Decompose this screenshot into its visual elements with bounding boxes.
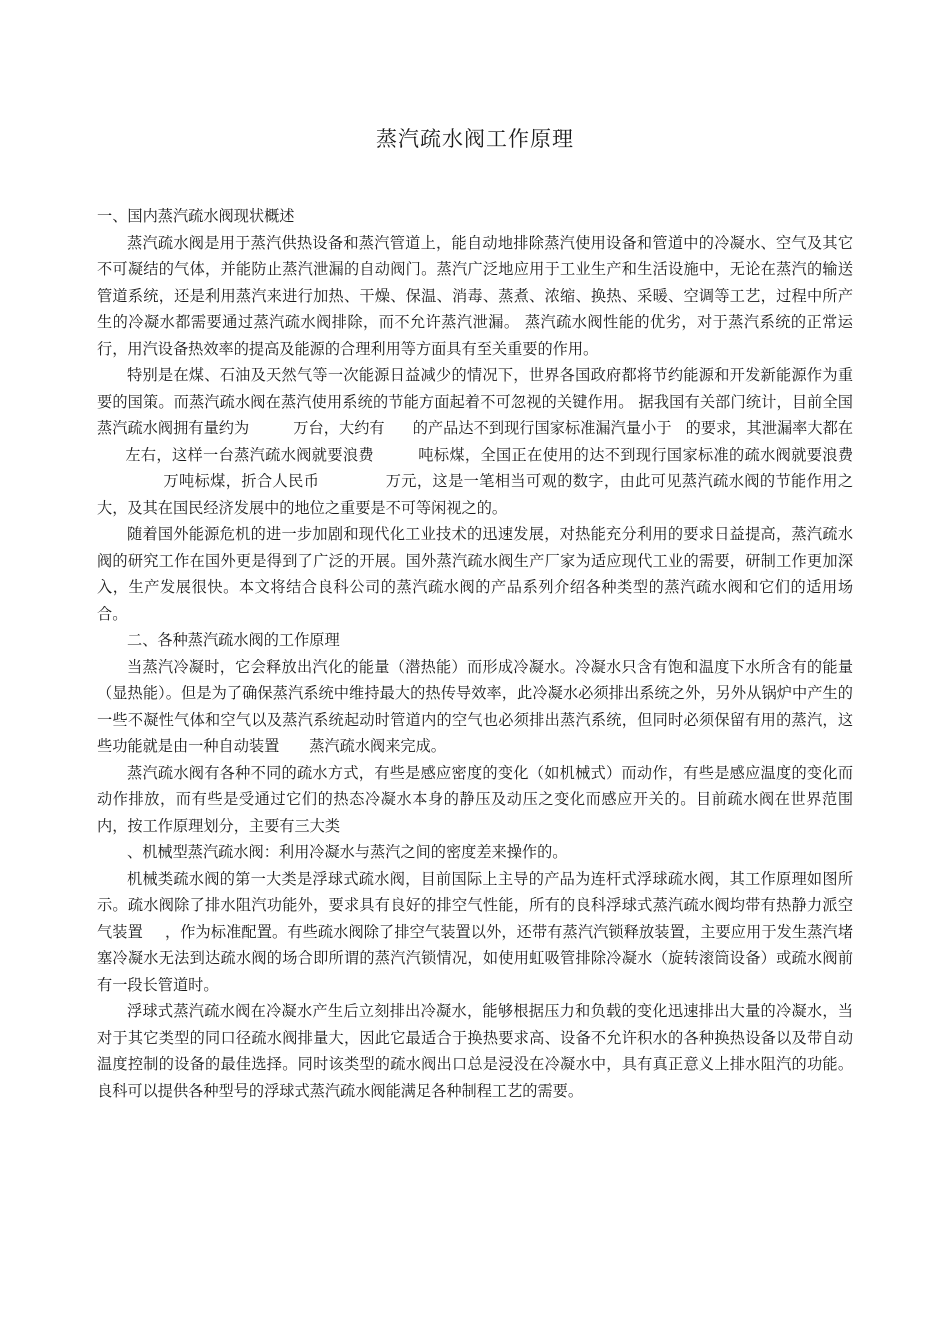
paragraph-3: 随着国外能源危机的进一步加剧和现代化工业技术的迅速发展，对热能充分利用的要求日益提高，蒸汽疏水阀的研究工作在国外更是得到了广泛的开展。国外蒸汽疏水阀生产厂家为适应现代工业的需要，研制工作更加深入，生产发展很快。本文将结合良科公司的蒸汽疏水阀的产品系列介绍各种类型的蒸汽疏水阀和它们的适用场合。 bbox=[97, 525, 853, 623]
section-heading-2: 二、各种蒸汽疏水阀的工作原理 bbox=[127, 631, 340, 649]
paragraph-2-text-a: 特别是在煤、石油及天然气等一次能源日益减少的情况下，世界各国政府都将节约能源和开发新能源作为重要的国策。而蒸汽疏水阀在蒸汽使用系统的节能方面起着不可忽视的关键作用。 据我国有关部门统计，目前全国蒸汽疏水阀拥有量约为 bbox=[97, 366, 853, 437]
paragraph-4-text-b: 蒸汽疏水阀来完成。 bbox=[309, 737, 446, 755]
section-heading-1: 一、国内蒸汽疏水阀现状概述 bbox=[97, 207, 295, 225]
paragraph-5: 蒸汽疏水阀有各种不同的疏水方式，有些是感应密度的变化（如机械式）而动作，有些是感应温度的变化而动作排放，而有些是受通过它们的热态冷凝水本身的静压及动压之变化而感应开关的。目前疏水阀在世界范围内，按工作原理划分，主要有三大类 bbox=[97, 763, 853, 835]
paragraph-2-text-h: 万元，这是一笔相当可观的数字，由此可见蒸汽疏水阀的节能作用之大，及其在国民经济发展中的地位之重要是不可等闲视之的。 bbox=[97, 472, 854, 517]
paragraph-2-text-d: 的要求，其泄漏率大都在 bbox=[685, 419, 854, 437]
paragraph-2-text-g: 万吨标煤，折合人民币 bbox=[163, 472, 320, 490]
paragraph-7: 浮球式蒸汽疏水阀在冷凝水产生后立刻排出冷凝水，能够根据压力和负载的变化迅速排出大量的冷凝水，当对于其它类型的同口径疏水阀排量大，因此它最适合于换热要求高、设备不允许积水的各种换热设备以及带自动温度控制的设备的最佳选择。同时该类型的疏水阀出口总是浸没在冷凝水中，具有真正意义上排水阻汽的功能。良科可以提供各种型号的浮球式蒸汽疏水阀能满足各种制程工艺的需要。 bbox=[97, 1002, 853, 1100]
paragraph-2-text-b: 万台，大约有 bbox=[293, 419, 385, 437]
paragraph-4-text-a: 当蒸汽冷凝时，它会释放出汽化的能量（潜热能）而形成冷凝水。冷凝水只含有饱和温度下水所含有的能量（显热能）。但是为了确保蒸汽系统中维持最大的热传导效率，此冷凝水必须排出系统之外，另外从锅炉中产生的一些不凝性气体和空气以及蒸汽系统起动时管道内的空气也必须排出蒸汽系统，但同时必须保留有用的蒸汽，这些功能就是由一种自动装置 bbox=[97, 657, 853, 755]
paragraph-6-text-b: ，作为标准配置。有些疏水阀除了排空气装置以外，还带有蒸汽汽锁释放装置，主要应用于发生蒸汽堵塞冷凝水无法到达疏水阀的场合即所谓的蒸汽汽锁情况，如使用虹吸管排除冷凝水（旋转滚筒设备）或疏水阀前有一段长管道时。 bbox=[97, 922, 853, 994]
paragraph-2-text-c: 的产品达不到现行国家标准漏汽量小于 bbox=[412, 419, 672, 437]
paragraph-4 bbox=[97, 654, 853, 760]
subsection-heading: 、机械型蒸汽疏水阀：利用冷凝水与蒸汽之间的密度差来操作的。 bbox=[127, 843, 568, 861]
paragraph-2-text-f: 吨标煤，全国正在使用的达不到现行国家标准的疏水阀就要浪费 bbox=[417, 445, 854, 464]
paragraph-2-text-e: 左右，这样一台蒸汽疏水阀就要浪费 bbox=[125, 445, 374, 464]
document-body bbox=[97, 203, 853, 1104]
paragraph-6 bbox=[97, 866, 853, 999]
paragraph-1: 蒸汽疏水阀是用于蒸汽供热设备和蒸汽管道上，能自动地排除蒸汽使用设备和管道中的冷凝水、空气及其它不可凝结的气体，并能防止蒸汽泄漏的自动阀门。蒸汽广泛地应用于工业生产和生活设施中，无论在蒸汽的输送管道系统，还是利用蒸汽来进行加热、干燥、保温、消毒、蒸煮、浓缩、换热、采暖、空调等工艺，过程中所产生的冷凝水都需要通过蒸汽疏水阀排除，而不允许蒸汽泄漏。 蒸汽疏水阀性能的优劣，对于蒸汽系统的正常运行，用汽设备热效率的提高及能源的合理利用等方面具有至关重要的作用。 bbox=[97, 233, 853, 358]
document-title: 蒸汽疏水阀工作原理 bbox=[376, 127, 574, 151]
paragraph-2 bbox=[97, 362, 853, 521]
paragraph-6-text-a: 机械类疏水阀的第一大类是浮球式疏水阀，目前国际上主导的产品为连杆式浮球疏水阀，其工作原理如图所示。疏水阀除了排水阻汽功能外，要求具有良好的排空气性能，所有的良科浮球式蒸汽疏水阀均带有热静力派空气装置 bbox=[97, 869, 853, 941]
